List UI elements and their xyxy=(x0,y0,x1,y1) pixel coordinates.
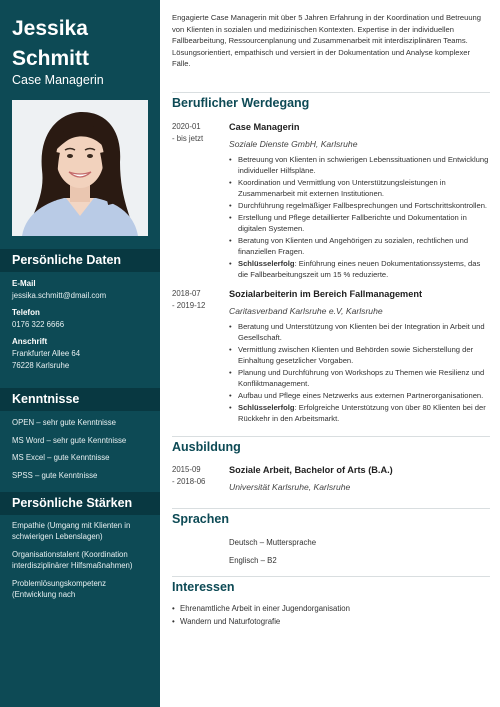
sidebar xyxy=(0,0,160,707)
name-first: Jessika xyxy=(12,17,88,40)
section-divider xyxy=(172,508,490,509)
job-date: 2020-01 - bis jetzt xyxy=(172,122,204,143)
education-date: 2015-09 - 2018-06 xyxy=(172,465,206,486)
email-value: jessika.schmitt@dmail.com xyxy=(12,291,107,300)
interests-heading: Interessen xyxy=(172,580,235,594)
email-label: E-Mail xyxy=(12,279,36,288)
list-item: • Wandern und Naturfotografie xyxy=(172,616,490,629)
list-item: • Durchführung regelmäßiger Fallbesprechungen und Fortschrittskontrollen. xyxy=(229,200,491,211)
job-title: Case Managerin xyxy=(229,122,300,132)
main-content xyxy=(160,0,500,707)
list-item: • Aufbau und Pflege eines Netzwerks aus externen Partnerorganisationen. xyxy=(229,390,491,401)
experience-heading: Beruflicher Werdegang xyxy=(172,96,310,110)
job-bullets xyxy=(229,154,491,281)
section-divider xyxy=(172,436,490,437)
education-school: Universität Karlsruhe, Karlsruhe xyxy=(229,482,351,492)
address-label: Anschrift xyxy=(12,337,48,346)
strength-item: Empathie (Umgang mit Klienten in schwierigen Lebenslagen) xyxy=(12,521,131,541)
language-item: Deutsch – Muttersprache xyxy=(229,538,317,547)
address-street: Frankfurter Allee 64 xyxy=(12,349,81,358)
education-degree: Soziale Arbeit, Bachelor of Arts (B.A.) xyxy=(229,465,393,475)
name-last: Schmitt xyxy=(12,47,90,70)
languages-heading: Sprachen xyxy=(172,512,229,526)
skill-item: MS Excel – gute Kenntnisse xyxy=(12,453,110,462)
address-city: 76228 Karlsruhe xyxy=(12,361,70,370)
list-item: • Beratung und Unterstützung von Klienten bei der Integration in Arbeit und Gesellschaft. xyxy=(229,321,491,344)
job-date: 2018-07 - 2019-12 xyxy=(172,289,206,310)
job-bullets xyxy=(229,321,491,425)
candidate-name xyxy=(12,14,89,74)
strength-item: Organisationstalent (Koordination interdisziplinärer Hilfsmaßnahmen) xyxy=(12,550,133,570)
skill-item: MS Word – sehr gute Kenntnisse xyxy=(12,436,127,445)
section-divider xyxy=(172,576,490,577)
list-item: • Ehrenamtliche Arbeit in einer Jugendorganisation xyxy=(172,603,490,616)
list-item: • Beratung von Klienten und Angehörigen zu sozialen, rechtlichen und finanziellen Fragen. xyxy=(229,235,491,258)
skill-item: OPEN – sehr gute Kenntnisse xyxy=(12,418,117,427)
list-item: • Vermittlung zwischen Klienten und Behörden sowie Sicherstellung der Einhaltung gesetzlicher Vorgaben. xyxy=(229,344,491,367)
strength-item: Problemlösungskompetenz (Entwicklung nach xyxy=(12,579,107,599)
list-item: • Schlüsselerfolg: Einführung eines neuen Dokumentationssystems, das die Fallbearbeitungszeit um 15 % reduzierte. xyxy=(229,258,491,281)
section-divider xyxy=(172,92,490,93)
profile-photo xyxy=(12,100,148,236)
profile-summary: Engagierte Case Managerin mit über 5 Jahren Erfahrung in der Koordination und Betreuung von Klienten in sozialen und medizinischen Kontexten. Expertise in der individuellen Fallbearbeitung, Ressourcenplanung und Zusammenarbeit mit interdisziplinären Teams. Lösungsorientiert, empathisch und versiert in der Dokumentation und Analyse komplexer Fälle. xyxy=(172,13,482,68)
list-item: • Betreuung von Klienten in schwierigen Lebenssituationen und Entwicklung individueller Hilfspläne. xyxy=(229,154,491,177)
education-heading: Ausbildung xyxy=(172,440,241,454)
skills-heading: Kenntnisse xyxy=(0,388,160,411)
personal-data-heading: Persönliche Daten xyxy=(0,249,160,272)
interests-list xyxy=(172,603,490,628)
list-item: • Planung und Durchführung von Workshops zu Themen wie Resilienz und Konfliktmanagement. xyxy=(229,367,491,390)
phone-value: 0176 322 6666 xyxy=(12,320,65,329)
job-employer: Soziale Dienste GmbH, Karlsruhe xyxy=(229,139,358,149)
list-item: • Koordination und Vermittlung von Unterstützungsleistungen in Zusammenarbeit mit externen Institutionen. xyxy=(229,177,491,200)
list-item: • Schlüsselerfolg: Erfolgreiche Unterstützung von über 80 Klienten bei der Rückkehr in den Arbeitsmarkt. xyxy=(229,402,491,425)
job-title: Sozialarbeiterin im Bereich Fallmanagement xyxy=(229,289,423,299)
job-employer: Caritasverband Karlsruhe e.V, Karlsruhe xyxy=(229,306,383,316)
strengths-heading: Persönliche Stärken xyxy=(0,492,160,515)
list-item: • Erstellung und Pflege detaillierter Fallberichte und Dokumentation in digitalen Systemen. xyxy=(229,212,491,235)
job-title-subtitle: Case Managerin xyxy=(12,73,104,87)
phone-label: Telefon xyxy=(12,308,40,317)
language-item: Englisch – B2 xyxy=(229,556,277,565)
skill-item: SPSS – gute Kenntnisse xyxy=(12,471,98,480)
